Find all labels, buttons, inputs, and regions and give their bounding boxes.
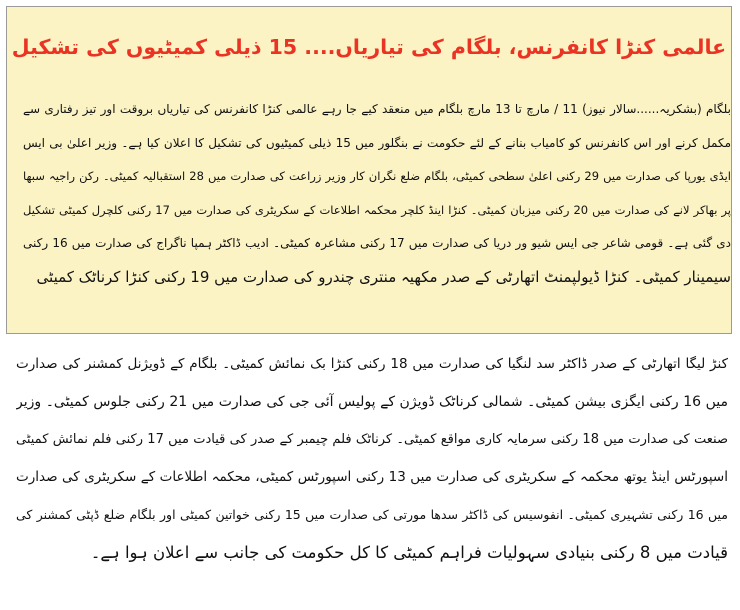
- bottom-paragraph-line: قیادت میں 8 رکنی بنیادی سہولیات فراہم کمیٹی کا کل حکومت کی جانب سے اعلان ہوا ہے۔: [90, 542, 728, 562]
- bottom-paragraph-line: کنڑ لیگا اتھارٹی کے صدر ڈاکٹر سد لنگیا کی صدارت میں 18 رکنی کنڑا بک نمائش کمیٹی۔ بلگام کے ڈویژنل کمشنر کی صدارت: [16, 356, 728, 372]
- headline: عالمی کنڑا کانفرنس، بلگام کی تیاریاں.... 15 ذیلی کمیٹیوں کی تشکیل: [11, 35, 727, 59]
- bottom-paragraph: [16, 346, 728, 571]
- top-paragraph-line: مکمل کرنے اور اس کانفرنس کو کامیاب بنانے کے لئے حکومت نے بنگلور میں 15 ذیلی کمیٹیوں کی تشکیل کا اعلان کیا ہے۔ وزیر اعلیٰ بی ایس: [23, 135, 731, 150]
- bottom-paragraph-line: صنعت کی صدارت میں 18 رکنی سرمایہ کاری مواقع کمیٹی۔ کرناٹک فلم چیمبر کے صدر کی قیادت میں 17 رکنی فلم نمائش کمیٹی: [16, 432, 728, 447]
- top-paragraph-line: بلگام (بشکریہ......سالار نیوز) 11 / مارچ تا 13 مارچ بلگام میں منعقد کیے جا رہے عالمی کنڑا کانفرنس کی تیاریاں بروقت اور تیز رفتاری سے: [23, 102, 731, 116]
- top-paragraph-line: سیمینار کمیٹی۔ کنڑا ڈیولپمنٹ اتھارٹی کے صدر مکھیہ منتری چندرو کی صدارت میں 19 رکنی کنڑا کرناٹک کمیٹی: [36, 267, 731, 286]
- top-paragraph-line: پر بھاکر لانے کی صدارت میں 20 رکنی میزبان کمیٹی۔ کنڑا اینڈ کلچر محکمہ اطلاعات کے سکریٹری کی صدارت میں 17 رکنی کلچرل کمیٹی تشکیل: [23, 202, 731, 217]
- top-paragraph-line: ایڈی یورپا کی صدارت میں 29 رکنی اعلیٰ سطحی کمیٹی، بلگام ضلع نگران کار وزیر زراعت کی صدارت میں 28 استقبالیہ کمیٹی۔ رکن راجیہ سبھا: [23, 169, 731, 183]
- bottom-paragraph-line: اسپورٹس اینڈ یوتھ محکمہ کے سکریٹری کی صدارت میں 13 رکنی اسپورٹس کمیٹی، محکمہ اطلاعات کے سکریٹری کی صدارت: [16, 468, 728, 485]
- top-paragraph: [23, 93, 731, 294]
- top-paragraph-line: دی گئی ہے۔ قومی شاعر جی ایس شیو ور دریا کی صدارت میں 17 رکنی مشاعرہ کمیٹی۔ ادیب ڈاکٹر ہمپا ناگراج کی صدارت میں 16 رکنی: [23, 236, 731, 250]
- highlight-box: [6, 6, 732, 334]
- bottom-paragraph-line: میں 16 رکنی ایگزی بیشن کمیٹی۔ شمالی کرناٹک ڈویژن کے پولیس آئی جی کی صدارت میں 21 رکنی جلوس کمیٹی۔ وزیر: [16, 393, 728, 410]
- bottom-paragraph-line: میں 16 رکنی تشہیری کمیٹی۔ انفوسیس کی ڈاکٹر سدھا مورتی کی صدارت میں 15 رکنی خواتین کمیٹی اور بلگام ضلع ڈپٹی کمشنر کی: [16, 507, 728, 522]
